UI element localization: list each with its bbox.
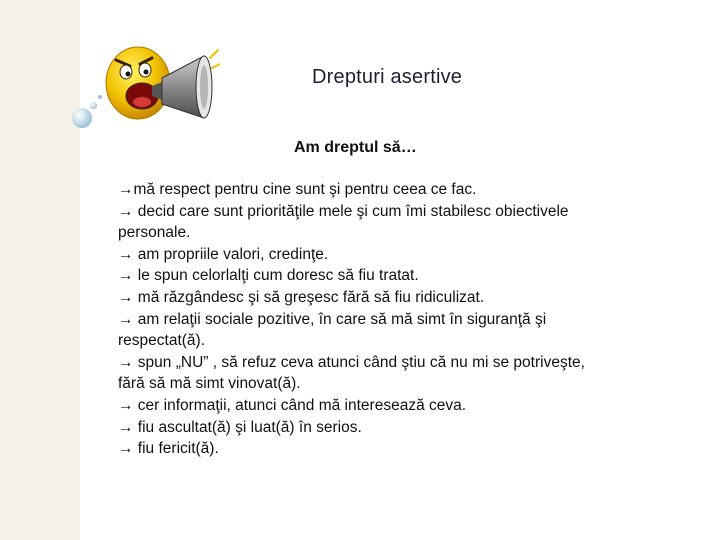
list-item: → spun „NU” , să refuz ceva atunci când ştiu că nu mi se potriveşte, fără să mă simt vinovat(ă). xyxy=(118,353,585,393)
bubble-decoration-small xyxy=(90,102,97,109)
slide-subtitle: Am dreptul să… xyxy=(294,139,417,156)
list-item: → cer informaţii, atunci când mă interesează ceva. xyxy=(118,396,467,414)
side-strip xyxy=(0,0,80,540)
list-item: →mă respect pentru cine sunt şi pentru ceea ce fac. xyxy=(118,181,477,198)
list-item: → le spun celorlalţi cum doresc să fiu tratat. xyxy=(118,267,419,285)
list-item: → fiu ascultat(ă) şi luat(ă) în serios. xyxy=(118,418,362,436)
bubble-decoration-large xyxy=(72,108,92,128)
shouting-megaphone-smiley-icon xyxy=(100,38,220,128)
list-item: → am relaţii sociale pozitive, în care să mă simt în siguranţă şi respectat(ă). xyxy=(118,310,547,350)
list-item: → mă răzgândesc şi să greşesc fără să fiu ridiculizat. xyxy=(118,288,485,306)
list-item: → decid care sunt priorităţile mele şi cum îmi stabilesc obiectivele personale. xyxy=(118,202,569,242)
list-item: → fiu fericit(ă). xyxy=(118,440,219,458)
list-item: → am propriile valori, credinţe. xyxy=(118,245,329,263)
rights-list xyxy=(118,179,598,460)
slide-title: Drepturi asertive xyxy=(312,66,463,88)
